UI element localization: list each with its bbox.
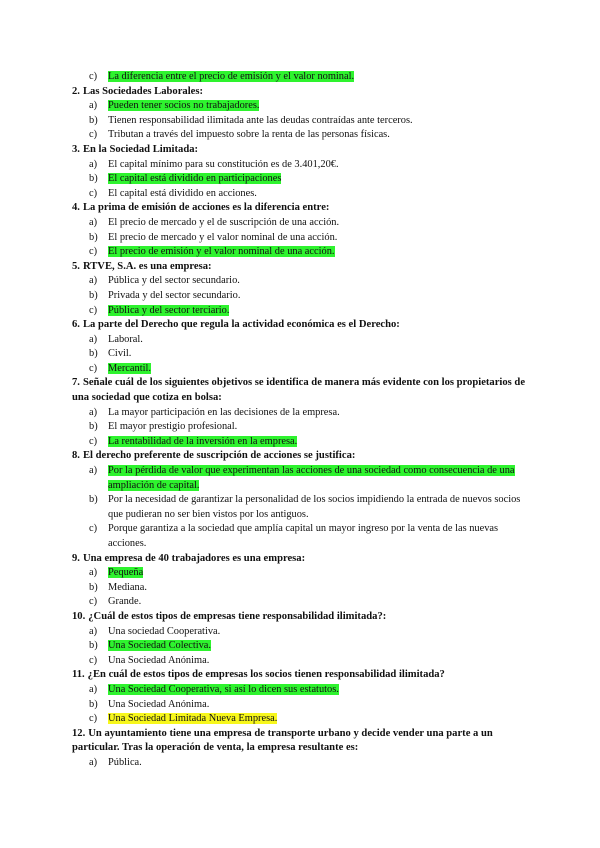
option-letter: b) bbox=[89, 494, 98, 506]
option-letter: a) bbox=[89, 216, 98, 228]
answer-option bbox=[89, 420, 532, 435]
option-letter: c) bbox=[89, 654, 98, 666]
answer-option bbox=[89, 333, 532, 348]
highlighted-option-text: Pueden tener socios no trabajadores. bbox=[108, 100, 260, 112]
option-letter: c) bbox=[89, 713, 98, 725]
option-letter: c) bbox=[89, 596, 98, 608]
option-letter: c) bbox=[89, 129, 98, 141]
option-text: La mayor participación en las decisiones de la empresa. bbox=[108, 406, 340, 418]
option-letter: b) bbox=[89, 173, 98, 185]
option-text: Privada y del sector secundario. bbox=[108, 289, 241, 301]
question-text: Un ayuntamiento tiene una empresa de transporte urbano y decide vender una parte a un particular. Tras la operación de venta, la empresa resultante es: bbox=[72, 727, 493, 754]
question-heading bbox=[72, 727, 532, 756]
option-letter: b) bbox=[89, 289, 98, 301]
question-heading bbox=[72, 201, 532, 216]
question-text: ¿Cuál de estos tipos de empresas tiene responsabilidad ilimitada?: bbox=[88, 610, 387, 622]
answer-option bbox=[89, 522, 532, 551]
question-heading bbox=[72, 668, 532, 683]
option-text: Civil. bbox=[108, 348, 132, 360]
question-number: 6. bbox=[72, 319, 80, 331]
highlighted-option-text: Una Sociedad Limitada Nueva Empresa. bbox=[108, 713, 278, 725]
answer-option bbox=[89, 712, 532, 727]
answer-option bbox=[89, 406, 532, 421]
quiz-content bbox=[72, 70, 532, 771]
option-text: Mediana. bbox=[108, 581, 147, 593]
question-number: 11. bbox=[72, 669, 85, 681]
highlighted-option-text: Una Sociedad Cooperativa, si así lo dicen sus estatutos. bbox=[108, 683, 339, 695]
question-number: 12. bbox=[72, 727, 86, 739]
option-letter: c) bbox=[89, 435, 98, 447]
option-letter: c) bbox=[89, 187, 98, 199]
option-letter: a) bbox=[89, 275, 98, 287]
question-text: En la Sociedad Limitada: bbox=[82, 143, 199, 155]
option-letter: b) bbox=[89, 421, 98, 433]
answer-option bbox=[89, 581, 532, 596]
option-text: El mayor prestigio profesional. bbox=[108, 421, 238, 433]
answer-option bbox=[89, 347, 532, 362]
answer-option bbox=[89, 289, 532, 304]
answer-option bbox=[89, 187, 532, 202]
question-text: RTVE, S.A. es una empresa: bbox=[82, 260, 212, 272]
option-text: Grande. bbox=[108, 596, 142, 608]
question-heading bbox=[72, 449, 532, 464]
answer-option bbox=[89, 639, 532, 654]
option-text: El capital mínimo para su constitución es de 3.401,20€. bbox=[108, 158, 339, 170]
answer-option bbox=[89, 99, 532, 114]
option-text: El capital está dividido en acciones. bbox=[108, 187, 257, 199]
option-letter: c) bbox=[89, 362, 98, 374]
option-letter: a) bbox=[89, 567, 98, 579]
option-text: Una sociedad Cooperativa. bbox=[108, 625, 221, 637]
highlighted-option-text: Pública y del sector terciario. bbox=[108, 304, 230, 316]
option-letter: b) bbox=[89, 640, 98, 652]
option-letter: a) bbox=[89, 625, 98, 637]
answer-option bbox=[89, 595, 532, 610]
question-number: 9. bbox=[72, 552, 80, 564]
answer-option bbox=[89, 435, 532, 450]
answer-option bbox=[89, 304, 532, 319]
answer-option bbox=[89, 128, 532, 143]
option-letter: b) bbox=[89, 348, 98, 360]
option-letter: a) bbox=[89, 333, 98, 345]
option-letter: b) bbox=[89, 114, 98, 126]
highlighted-option-text: Pequeña bbox=[108, 567, 144, 579]
answer-option bbox=[89, 756, 532, 771]
question-number: 4. bbox=[72, 202, 80, 214]
highlighted-option-text: La diferencia entre el precio de emisión y el valor nominal. bbox=[108, 71, 355, 82]
question-heading bbox=[72, 552, 532, 567]
question-number: 8. bbox=[72, 450, 80, 462]
option-text: Una Sociedad Anónima. bbox=[108, 654, 210, 666]
question-text: ¿En cuál de estos tipos de empresas los socios tienen responsabilidad ilimitada? bbox=[87, 669, 445, 681]
answer-option bbox=[89, 683, 532, 698]
answer-option bbox=[89, 274, 532, 289]
option-letter: a) bbox=[89, 100, 98, 112]
question-heading bbox=[72, 376, 532, 405]
answer-option bbox=[89, 698, 532, 713]
option-letter: a) bbox=[89, 683, 98, 695]
question-text: Una empresa de 40 trabajadores es una empresa: bbox=[82, 552, 306, 564]
answer-option bbox=[89, 625, 532, 640]
option-text: El precio de mercado y el valor nominal de una acción. bbox=[108, 231, 338, 243]
option-text: Tributan a través del impuesto sobre la renta de las personas físicas. bbox=[108, 129, 390, 141]
question-heading bbox=[72, 610, 532, 625]
highlighted-option-text: El precio de emisión y el valor nominal de una acción. bbox=[108, 246, 335, 258]
answer-option bbox=[89, 362, 532, 377]
question-number: 7. bbox=[72, 377, 80, 389]
question-heading bbox=[72, 318, 532, 333]
option-letter: c) bbox=[89, 71, 98, 82]
highlighted-option-text: Una Sociedad Colectiva. bbox=[108, 640, 212, 652]
highlighted-option-text: El capital está dividido en participaciones bbox=[108, 173, 282, 185]
answer-option bbox=[89, 172, 532, 187]
question-number: 5. bbox=[72, 260, 80, 272]
option-letter: b) bbox=[89, 581, 98, 593]
question-heading bbox=[72, 85, 532, 100]
option-text: Pública. bbox=[108, 756, 142, 768]
option-letter: b) bbox=[89, 231, 98, 243]
answer-option bbox=[89, 464, 532, 493]
option-letter: b) bbox=[89, 698, 98, 710]
option-letter: a) bbox=[89, 465, 98, 477]
question-number: 2. bbox=[72, 85, 80, 97]
answer-option bbox=[89, 654, 532, 669]
question-text: El derecho preferente de suscripción de acciones se justifica: bbox=[82, 450, 356, 462]
question-number: 3. bbox=[72, 143, 80, 155]
question-text: La parte del Derecho que regula la actividad económica es el Derecho: bbox=[82, 319, 400, 331]
highlighted-option-text: La rentabilidad de la inversión en la empresa. bbox=[108, 435, 298, 447]
option-text: El precio de mercado y el de suscripción de una acción. bbox=[108, 216, 340, 228]
option-letter: c) bbox=[89, 246, 98, 258]
answer-option bbox=[89, 158, 532, 173]
option-text: Laboral. bbox=[108, 333, 143, 345]
answer-option bbox=[89, 566, 532, 581]
answer-option bbox=[89, 231, 532, 246]
option-letter: c) bbox=[89, 304, 98, 316]
option-text: Porque garantiza a la sociedad que amplía capital un mayor ingreso por la venta de las nuevas acciones. bbox=[108, 523, 499, 549]
answer-option bbox=[89, 70, 532, 85]
question-number: 10. bbox=[72, 610, 86, 622]
answer-option bbox=[89, 493, 532, 522]
highlighted-option-text: Por la pérdida de valor que experimentan las acciones de una sociedad como consecuencia de una ampliación de capital. bbox=[108, 465, 515, 491]
option-text: Tienen responsabilidad ilimitada ante las deudas contraídas ante terceros. bbox=[108, 114, 413, 126]
answer-option bbox=[89, 216, 532, 231]
question-heading bbox=[72, 143, 532, 158]
question-text: Las Sociedades Laborales: bbox=[82, 85, 204, 97]
question-text: Señale cuál de los siguientes objetivos se identifica de manera más evidente con los propietarios de una sociedad que cotiza en bolsa: bbox=[72, 377, 526, 404]
highlighted-option-text: Mercantil. bbox=[108, 362, 151, 374]
option-text: Por la necesidad de garantizar la personalidad de los socios impidiendo la entrada de nuevos socios que pudieran no ser bien vistos por los antiguos. bbox=[108, 494, 521, 520]
option-text: Pública y del sector secundario. bbox=[108, 275, 240, 287]
option-letter: c) bbox=[89, 523, 98, 535]
option-text: Una Sociedad Anónima. bbox=[108, 698, 210, 710]
question-text: La prima de emisión de acciones es la diferencia entre: bbox=[82, 202, 330, 214]
option-letter: a) bbox=[89, 406, 98, 418]
question-heading bbox=[72, 260, 532, 275]
option-letter: a) bbox=[89, 756, 98, 768]
answer-option bbox=[89, 114, 532, 129]
answer-option bbox=[89, 245, 532, 260]
option-letter: a) bbox=[89, 158, 98, 170]
